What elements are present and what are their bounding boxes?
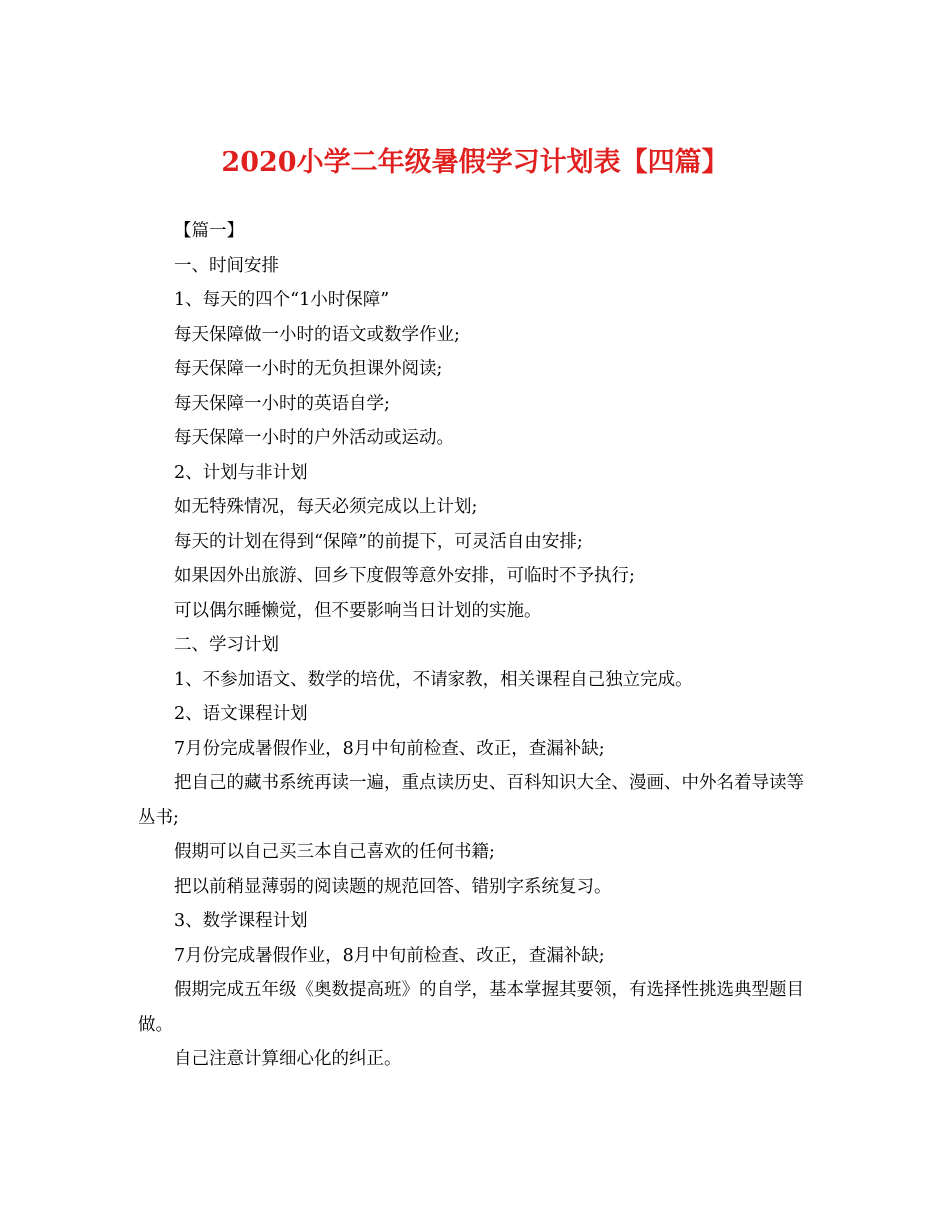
paragraph: 2、语文课程计划	[174, 704, 308, 724]
paragraph: 7月份完成暑假作业，8月中旬前检查、改正，查漏补缺;	[174, 945, 605, 966]
paragraph: 一、时间安排	[174, 255, 279, 276]
paragraph: 每天保障一小时的户外活动或运动。	[174, 428, 454, 448]
paragraph: 3、数学课程计划	[174, 911, 308, 931]
paragraph: 1、每天的四个“1小时保障”	[174, 290, 390, 310]
paragraph: 自己注意计算细心化的纠正。	[174, 1049, 402, 1069]
paragraph: 如无特殊情况，每天必须完成以上计划;	[174, 497, 478, 517]
paragraph: 每天保障一小时的英语自学;	[174, 393, 390, 414]
document-body	[138, 214, 818, 1077]
paragraph: 每天的计划在得到“保障”的前提下，可灵活自由安排;	[174, 531, 583, 552]
paragraph: 2、计划与非计划	[174, 462, 308, 483]
paragraph: 如果因外出旅游、回乡下度假等意外安排，可临时不予执行;	[174, 566, 635, 586]
paragraph: 二、学习计划	[174, 635, 279, 655]
paragraph: 假期可以自己买三本自己喜欢的任何书籍;	[174, 842, 495, 862]
paragraph: 每天保障一小时的无负担课外阅读;	[174, 359, 443, 379]
document-title: 2020小学二年级暑假学习计划表【四篇】	[221, 147, 729, 178]
paragraph: 把自己的藏书系统再读一遍，重点读历史、百科知识大全、漫画、中外名着导读等丛书;	[138, 773, 804, 828]
section-heading: 【篇一】	[174, 221, 244, 241]
paragraph: 假期完成五年级《奥数提高班》的自学，基本掌握其要领，有选择性挑选典型题目做。	[138, 980, 804, 1035]
paragraph: 1、不参加语文、数学的培优，不请家教，相关课程自己独立完成。	[174, 669, 693, 690]
paragraph: 每天保障做一小时的语文或数学作业;	[174, 324, 460, 345]
paragraph: 可以偶尔睡懒觉，但不要影响当日计划的实施。	[174, 600, 542, 621]
paragraph: 把以前稍显薄弱的阅读题的规范回答、错别字系统复习。	[174, 876, 612, 897]
paragraph: 7月份完成暑假作业，8月中旬前检查、改正，查漏补缺;	[174, 738, 605, 759]
